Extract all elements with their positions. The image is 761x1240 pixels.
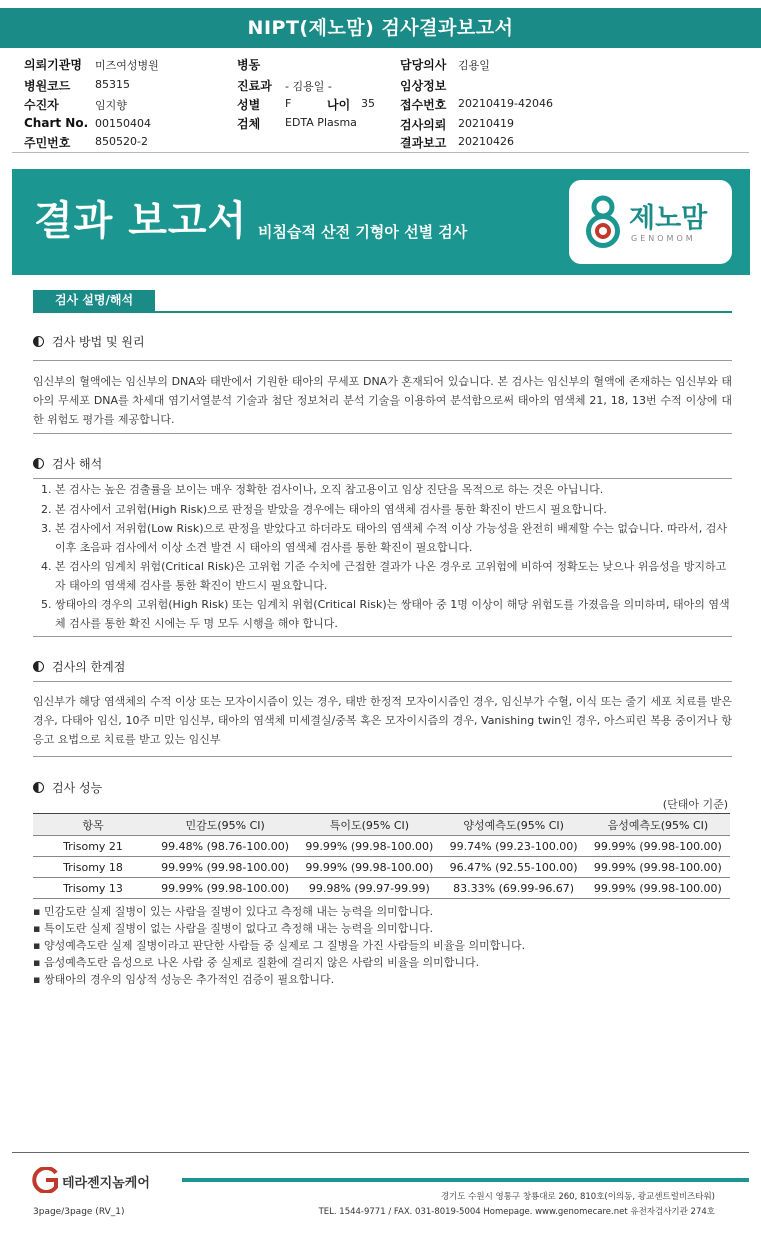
theragen-logo-icon <box>28 1167 60 1193</box>
company-name: 테라젠지놈케어 <box>62 1176 150 1191</box>
info-label: 의뢰기관명 <box>24 58 82 72</box>
table-cell: Trisomy 18 <box>33 857 153 878</box>
info-label: 성별 <box>237 98 261 112</box>
half-circle-icon <box>33 661 44 672</box>
note-item: ▪ 음성예측도란 음성으로 나온 사람 중 실제로 질환에 걸리지 않은 사람의 비율을 의미합니다. <box>33 956 480 969</box>
interpretation-title: 검사 해석 <box>52 457 103 471</box>
genomom-logo-icon <box>583 194 623 250</box>
divider <box>33 756 732 757</box>
half-circle-icon <box>33 782 44 793</box>
table-cell: Trisomy 21 <box>33 836 153 857</box>
table-cell: 99.99% (99.98-100.00) <box>153 857 297 878</box>
info-label: 나이 <box>327 98 351 112</box>
limitations-text: 임신부가 해당 염색체의 수적 이상 또는 모자이시즘이 있는 경우, 태반 한정적 모자이시즘인 경우, 임신부가 수혈, 이식 또는 줄기 세포 치료를 받은 경우, 다태아 임신, 10주 미만 임신부, 태아의 염색체 미세결실/중복 혹은 모자이시즘의 경우, Vanishing twin인 경우, 아스피린 복용 중이거나 항 응고 요법으로 치료를 받고 있는 임신부 <box>33 695 732 746</box>
info-value: 김용일 <box>458 59 490 72</box>
list-item: 2. 본 검사에서 고위험(High Risk)으로 판정을 받았을 경우에는 태아의 염색체 검사를 통한 확진이 반드시 필요합니다. <box>41 502 607 516</box>
table-cell: 99.99% (99.98-100.00) <box>586 857 730 878</box>
info-value: 00150404 <box>95 117 151 130</box>
divider <box>33 360 732 361</box>
list-item: 3. 본 검사에서 저위험(Low Risk)으로 판정을 받았다고 하더라도 태아의 염색체 수적 이상 가능성을 완전히 배제할 수는 없습니다. 따라서, 검사 이후 초음파 검사에서 이상 소견 발견 시 태아의 염색체 검사를 통한 확진이 필요합니다. <box>41 522 728 554</box>
table-cell: 83.33% (69.99-96.67) <box>442 878 586 899</box>
divider <box>33 636 732 637</box>
performance-notes <box>33 903 732 988</box>
info-value: F <box>285 97 292 110</box>
section-heading: 검사 설명/해석 <box>33 290 155 311</box>
half-circle-icon <box>33 458 44 469</box>
info-label: 병동 <box>237 58 261 72</box>
info-value: 임지향 <box>95 99 127 112</box>
banner-subtitle: 비침습적 산전 기형아 선별 검사 <box>258 223 468 241</box>
divider <box>33 433 732 434</box>
info-value: EDTA Plasma <box>285 116 357 129</box>
limitations-title: 검사의 한계점 <box>52 660 126 674</box>
info-label: 병원코드 <box>24 79 71 93</box>
table-cell: 99.99% (99.98-100.00) <box>297 836 441 857</box>
column-header: 항목 <box>33 814 153 836</box>
method-title: 검사 방법 및 원리 <box>52 335 145 349</box>
method-heading <box>33 333 145 350</box>
info-label: Chart No. <box>24 116 89 130</box>
company-contact: TEL. 1544-9771 / FAX. 031-8019-5004 Homepage. www.genomecare.net 유전자검사기관 274호 <box>318 1207 715 1217</box>
interpretation-heading <box>33 455 102 472</box>
note-item: ▪ 쌍태아의 경우의 임상적 성능은 추가적인 검증이 필요합니다. <box>33 973 335 986</box>
info-label: 담당의사 <box>400 58 447 72</box>
column-header: 양성예측도(95% CI) <box>442 814 586 836</box>
company-address: 경기도 수원시 영통구 창룡대로 260, 810호(이의동, 광교센트럴비즈타워) <box>440 1192 715 1202</box>
table-cell: 96.47% (92.55-100.00) <box>442 857 586 878</box>
divider <box>33 681 732 682</box>
performance-table <box>33 813 730 899</box>
column-header: 음성예측도(95% CI) <box>586 814 730 836</box>
performance-title: 검사 성능 <box>52 781 103 795</box>
info-label: 결과보고 <box>400 136 447 150</box>
list-item: 5. 쌍태아의 경우의 고위험(High Risk) 또는 임계치 위험(Critical Risk)는 쌍태아 중 1명 이상이 해당 위험도를 가졌음을 의미하며, 태아의 염색체 검사를 통한 확진 시에는 두 명 모두 시행을 해야 합니다. <box>41 598 730 630</box>
banner-title: 결과 보고서 <box>34 198 248 244</box>
list-item-text: 쌍태아의 경우의 고위험(High Risk) 또는 임계치 위험(Critical Risk)는 쌍태아 중 1명 이상이 해당 위험도를 가졌음을 의미하며, 태아의 염색체 검사를 통한 확진 시에는 두 명 모두 시행을 해야 합니다. <box>55 598 730 630</box>
info-label: 수진자 <box>24 98 59 112</box>
footer-accent-bar <box>182 1178 749 1182</box>
list-item-text: 본 검사는 높은 검출률을 보이는 매우 정확한 검사이나, 오직 참고용이고 임상 진단을 목적으로 하는 것은 아닙니다. <box>55 483 604 496</box>
list-item: 1. 본 검사는 높은 검출률을 보이는 매우 정확한 검사이나, 오직 참고용이고 임상 진단을 목적으로 하는 것은 아닙니다. <box>41 483 604 496</box>
info-value: 20210426 <box>458 135 514 148</box>
list-item-text: 본 검사의 임계치 위험(Critical Risk)은 고위험 기준 수치에 근접한 결과가 나온 경우로 고위험에 비하여 정확도는 낮으나 위음성을 방지하고자 태아의 염색체 검사를 통한 확진이 반드시 필요합니다. <box>55 560 727 592</box>
table-cell: 99.99% (99.98-100.00) <box>297 857 441 878</box>
performance-heading <box>33 779 102 796</box>
info-label: 검체 <box>237 117 261 131</box>
table-cell: 99.74% (99.23-100.00) <box>442 836 586 857</box>
performance-unit: (단태아 기준) <box>662 798 728 811</box>
half-circle-icon <box>33 336 44 347</box>
divider <box>12 1152 749 1153</box>
report-title: NIPT(제노맘) 검사결과보고서 <box>0 8 761 48</box>
column-header: 민감도(95% CI) <box>153 814 297 836</box>
table-cell: 99.99% (99.98-100.00) <box>586 878 730 899</box>
limitations-heading <box>33 658 125 675</box>
info-label: 진료과 <box>237 79 272 93</box>
note-item: ▪ 양성예측도란 실제 질병이라고 판단한 사람들 중 실제로 그 질병을 가진 사람들의 비율을 의미합니다. <box>33 939 526 952</box>
info-label: 검사의뢰 <box>400 118 447 132</box>
page-number: 3page/3page (RV_1) <box>33 1207 125 1217</box>
info-label: 주민번호 <box>24 136 71 150</box>
info-value: 20210419-42046 <box>458 97 553 110</box>
logo-name: 제노맘 <box>629 203 708 234</box>
info-value: 35 <box>361 97 375 110</box>
table-row <box>33 836 730 857</box>
info-value: 850520-2 <box>95 135 148 148</box>
divider <box>12 152 749 153</box>
table-row <box>33 878 730 899</box>
info-value: - 김용일 - <box>285 80 332 93</box>
info-value: 85315 <box>95 78 130 91</box>
table-cell: 99.98% (99.97-99.99) <box>297 878 441 899</box>
table-row <box>33 857 730 878</box>
logo-english: GENOMOM <box>631 234 696 243</box>
divider <box>33 311 732 313</box>
info-label: 임상정보 <box>400 79 447 93</box>
info-label: 접수번호 <box>400 98 447 112</box>
interpretation-list <box>33 481 732 634</box>
list-item-text: 본 검사에서 고위험(High Risk)으로 판정을 받았을 경우에는 태아의 염색체 검사를 통한 확진이 반드시 필요합니다. <box>55 502 607 516</box>
genomom-logo <box>569 180 732 264</box>
list-item-text: 본 검사에서 저위험(Low Risk)으로 판정을 받았다고 하더라도 태아의 염색체 수적 이상 가능성을 완전히 배제할 수는 없습니다. 따라서, 검사 이후 초음파 검사에서 이상 소견 발견 시 태아의 염색체 검사를 통한 확진이 필요합니다. <box>55 522 728 554</box>
table-cell: 99.48% (98.76-100.00) <box>153 836 297 857</box>
note-item: ▪ 특이도란 실제 질병이 없는 사람을 질병이 없다고 측정해 내는 능력을 의미합니다. <box>33 922 434 935</box>
note-item: ▪ 민감도란 실제 질병이 있는 사람을 질병이 있다고 측정해 내는 능력을 의미합니다. <box>33 905 434 918</box>
table-header-row <box>33 814 730 836</box>
info-value: 20210419 <box>458 117 514 130</box>
table-cell: Trisomy 13 <box>33 878 153 899</box>
patient-info <box>0 52 761 152</box>
info-value: 미즈여성병원 <box>95 59 159 72</box>
table-cell: 99.99% (99.98-100.00) <box>586 836 730 857</box>
column-header: 특이도(95% CI) <box>297 814 441 836</box>
table-cell: 99.99% (99.98-100.00) <box>153 878 297 899</box>
list-item: 4. 본 검사의 임계치 위험(Critical Risk)은 고위험 기준 수치에 근접한 결과가 나온 경우로 고위험에 비하여 정확도는 낮으나 위음성을 방지하고자 태아의 염색체 검사를 통한 확진이 반드시 필요합니다. <box>41 560 727 592</box>
divider <box>33 478 732 479</box>
method-text: 임신부의 혈액에는 임신부의 DNA와 태반에서 기원한 태아의 무세포 DNA가 혼재되어 있습니다. 본 검사는 임신부의 혈액에 존재하는 임신부와 태아의 무세포 DNA를 차세대 염기서열분석 기술과 첨단 정보처리 분석 기술을 이용하여 분석함으로써 태아의 염색체 21, 18, 13번 수적 이상에 대한 위험도 평가를 제공합니다. <box>33 375 732 426</box>
result-banner <box>12 169 750 275</box>
